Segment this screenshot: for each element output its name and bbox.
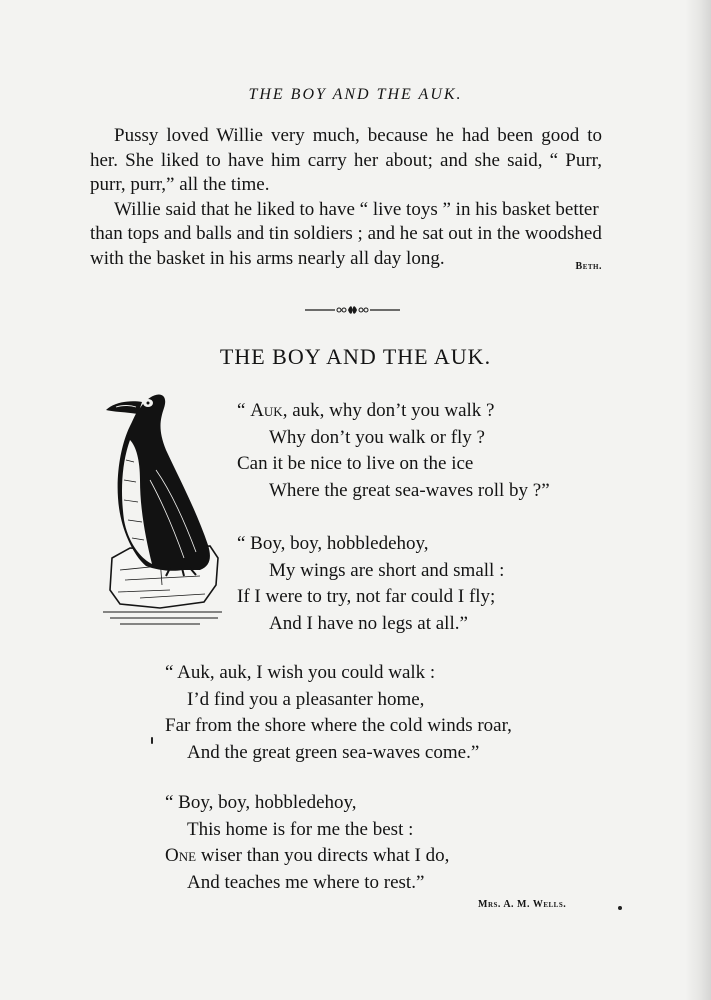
author-signature-beth: Beth. (575, 260, 602, 272)
great-auk-illustration-icon (100, 380, 225, 635)
stanza-4 (165, 790, 449, 896)
stanza-2 (237, 531, 504, 637)
author-signature-wells: Mrs. A. M. Wells. (478, 899, 567, 910)
verse-line: I’d find you a pleasanter home, (187, 688, 425, 710)
verse-line: “ Boy, boy, hobbledehoy, (165, 792, 357, 813)
verse-line-rest: wiser than you directs what I do, (196, 845, 450, 866)
ink-speck (151, 737, 153, 744)
verse-line: Can it be nice to live on the ice (237, 453, 474, 474)
verse-line (165, 843, 449, 870)
stanza-1 (237, 398, 550, 504)
verse-line-rest: , auk, why don’t you walk ? (282, 400, 495, 421)
ornament-icon (305, 303, 400, 317)
verse-line: This home is for me the best : (187, 818, 414, 840)
poem-title: THE BOY AND THE AUK. (219, 344, 492, 369)
small-caps-word: One (165, 845, 197, 866)
small-caps-word: Auk (250, 400, 283, 421)
paragraph-2-text: Willie said that he liked to have “ live toys ” in his basket better than tops and balls and tin soldiers ; and he sat out in the woodshed with the basket in his arms nearly all day long. (90, 198, 602, 269)
verse-line (237, 398, 550, 425)
page-edge-shadow (685, 0, 711, 1000)
running-head: THE BOY AND THE AUK. (248, 86, 463, 103)
verse-line: And the great green sea-waves come.” (187, 741, 480, 763)
verse-line: My wings are short and small : (269, 559, 505, 581)
verse-line: Why don’t you walk or fly ? (269, 426, 485, 448)
verse-line: “ Auk, auk, I wish you could walk : (165, 662, 436, 683)
verse-line: “ Boy, boy, hobbledehoy, (237, 533, 429, 554)
quote-mark: “ (237, 400, 251, 421)
verse-line: Far from the shore where the cold winds roar, (165, 715, 512, 736)
verse-line: If I were to try, not far could I fly; (237, 586, 496, 607)
verse-line: Where the great sea-waves roll by ?” (269, 479, 550, 501)
prose-section (90, 124, 602, 279)
verse-line: And teaches me where to rest.” (187, 871, 425, 893)
stanza-3 (165, 660, 512, 766)
verse-line: And I have no legs at all.” (269, 612, 468, 634)
paragraph-2 (90, 198, 602, 272)
paragraph-1: Pussy loved Willie very much, because he had been good to her. She liked to have him carry her about; and she said, “ Purr, purr, purr,” all the time. (90, 125, 602, 195)
ink-speck (618, 906, 622, 910)
